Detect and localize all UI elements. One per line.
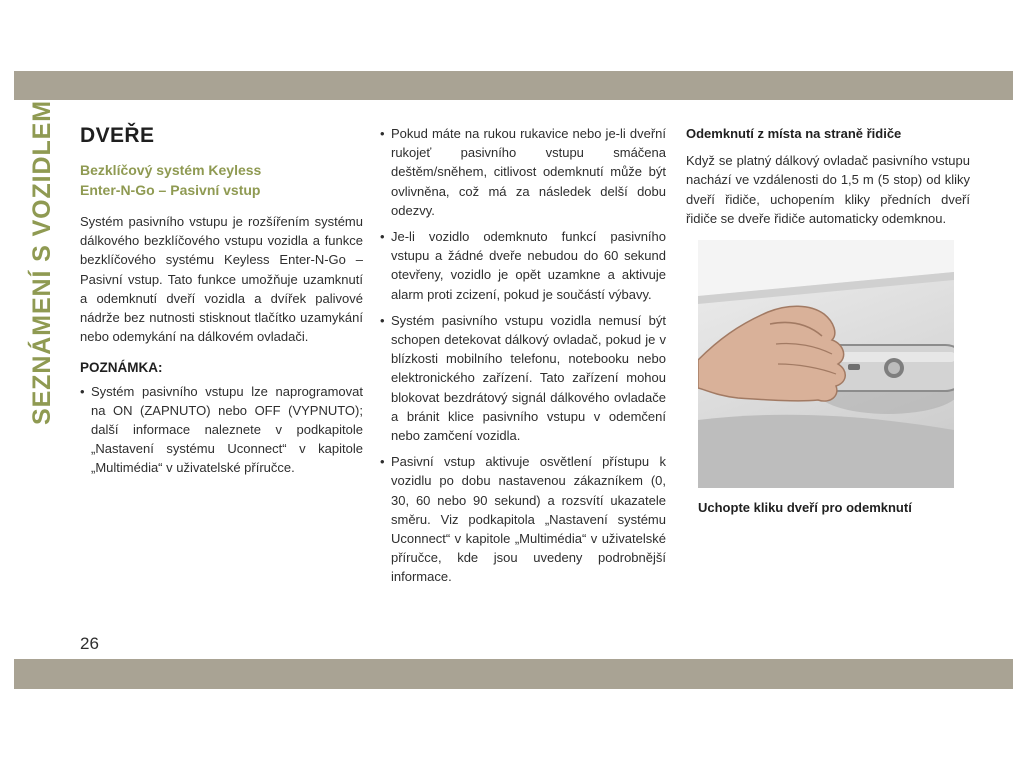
intro-paragraph: Systém pasivního vstupu je rozšířením systému dálkového bezklíčového vstupu vozidla a funkce bezklíčového systému Keyless Enter-N-Go – Pasivní vstup. Tato funkce umožňuje uzamknutí a odemknutí dveří vozidla a dvířek palivové nádrže bez nutnosti stisknout tlačítko uzamykání nebo odemykání na dálkovém ovladači.: [80, 214, 363, 345]
page-title: DVEŘE: [80, 124, 155, 147]
subtitle-line-1: Bezklíčový systém Keyless: [80, 162, 262, 178]
bullet-item: • Je-li vozidlo odemknuto funkcí pasivního vstupu a žádné dveře nebudou do 60 sekund otevřeny, vozidlo je opět uzamkne a aktivuje alarm proti zcizení, pokud je součástí výbavy.: [380, 227, 666, 304]
bullet-item: • Pasivní vstup aktivuje osvětlení přístupu k vozidlu po dobu nastavenou zákazníkem (0, 30, 60 nebo 90 sekund) a rozsvítí ukazatele směru. Viz podkapitola „Nastavení systému Uconnect“ v kapitole „Multimédia“ v uživatelské příručce, kde jsou uvedeny podrobnější informace.: [380, 452, 666, 586]
section-subtitle: [80, 160, 363, 200]
column-middle: [380, 124, 666, 594]
note-bullet: • Systém pasivního vstupu lze naprogramovat na ON (ZAPNUTO) nebo OFF (VYPNUTO); další informace naleznete v podkapitole „Nastavení systému Uconnect“ v kapitole „Multimédia“ v uživatelské příručce.: [80, 382, 363, 478]
note-heading: POZNÁMKA:: [80, 360, 163, 376]
photo-caption: Uchopte kliku dveří pro odemknutí: [698, 500, 912, 516]
page-number: 26: [80, 634, 99, 653]
bullet-item: • Pokud máte na rukou rukavice nebo je-li dveřní rukojeť pasivního vstupu smáčena deštěm/sněhem, citlivost odemknutí může být ovlivněna, což má za následek delší dobu odezvy.: [380, 124, 666, 220]
bullet-item: • Systém pasivního vstupu vozidla nemusí být schopen detekovat dálkový ovladač, pokud je v blízkosti mobilního telefonu, notebooku nebo elektronického zařízení. Tato zařízení mohou blokovat bezdrátový signál dálkového ovladače a bránit klice pasivního vstupu v odemčení nebo zamčení vozidla.: [380, 311, 666, 445]
column-left: [80, 124, 363, 485]
section-heading: Odemknutí z místa na straně řidiče: [686, 126, 902, 141]
hand-grabbing-door-handle-icon: [698, 240, 954, 488]
unlock-paragraph: Když se platný dálkový ovladač pasivního vstupu nachází ve vzdálenosti do 1,5 m (5 stop) od kliky dveří řidiče, uchopením kliky předních dveří řidiče se dveře řidiče automaticky odemknou.: [686, 153, 970, 226]
door-handle-photo: [698, 240, 954, 488]
footer-band: [14, 659, 1013, 689]
side-section-title: SEZNÁMENÍ S VOZIDLEM: [28, 100, 56, 425]
column-right: [686, 124, 970, 517]
header-band: [14, 71, 1013, 100]
bullet-list: [380, 124, 666, 587]
subtitle-line-2: Enter-N-Go – Pasivní vstup: [80, 182, 261, 198]
note-list: [80, 382, 363, 478]
